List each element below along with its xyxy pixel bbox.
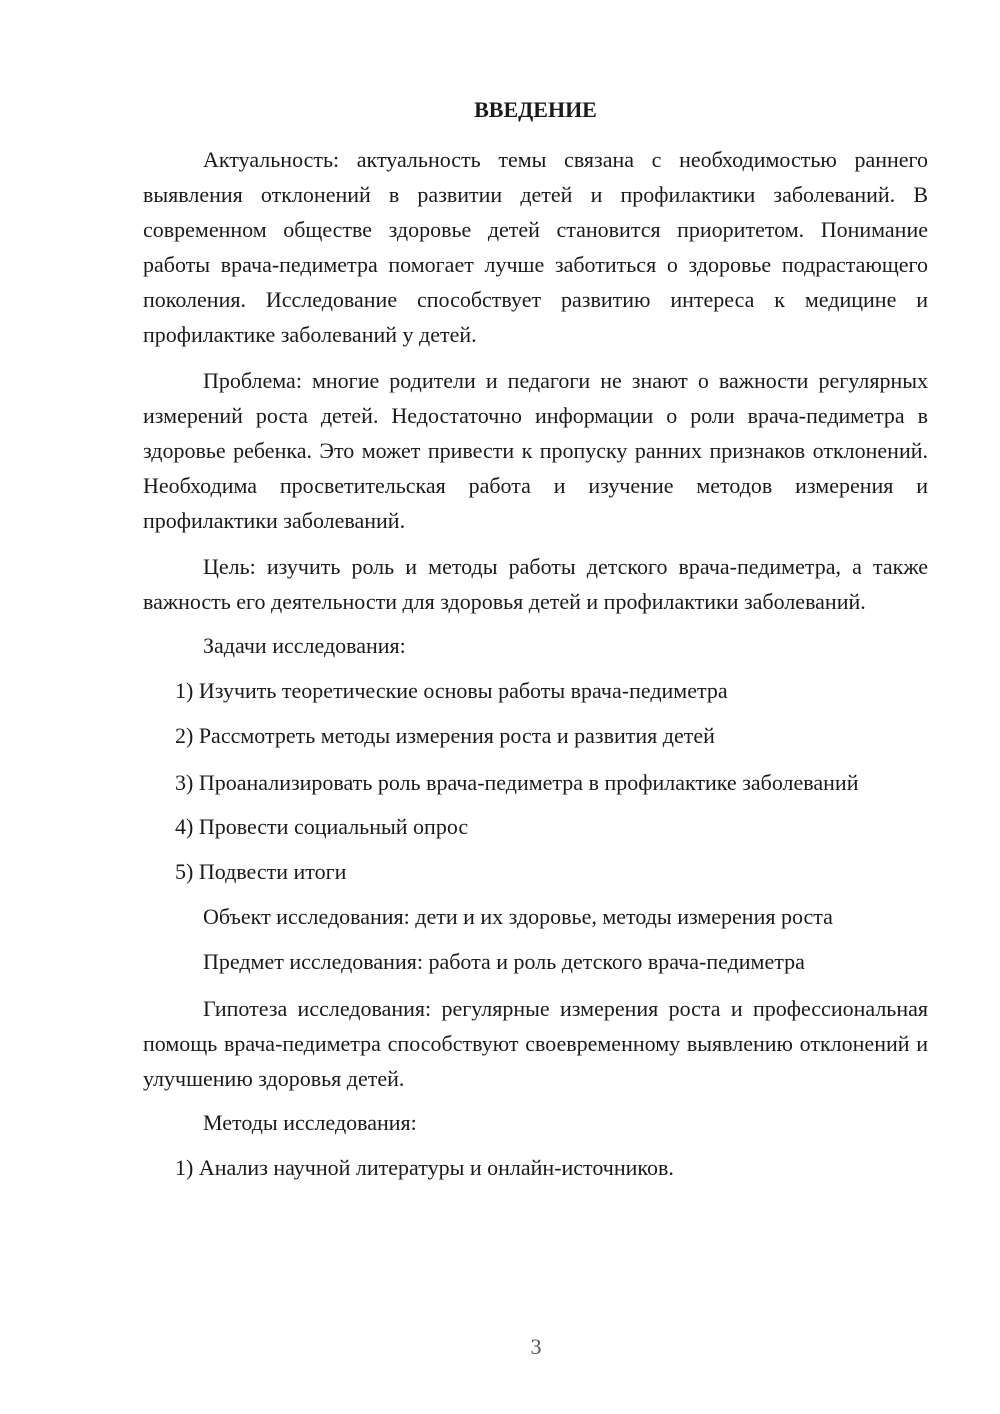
method-item-1: 1) Анализ научной литературы и онлайн-источников.	[175, 1155, 674, 1180]
tasks-title: Задачи исследования:	[203, 633, 406, 658]
task-item-3: 3) Проанализировать роль врача-педиметра в профилактике заболеваний	[175, 770, 859, 795]
hypothesis-paragraph: Гипотеза исследования: регулярные измерения роста и профессиональная помощь врача-педиметра способствуют своевременному выявлению отклонений и улучшению здоровья детей.	[143, 996, 928, 1091]
task-item-2: 2) Рассмотреть методы измерения роста и развития детей	[175, 723, 715, 748]
problem-paragraph: Проблема: многие родители и педагоги не знают о важности регулярных измерений роста детей. Недостаточно информации о роли врача-педиметра в здоровье ребенка. Это может привести к пропуску ранних признаков отклонений. Необходима просветительская работа и изучение методов измерения и профилактики заболеваний.	[143, 368, 928, 533]
object-line: Объект исследования: дети и их здоровье, методы измерения роста	[203, 904, 833, 929]
methods-title: Методы исследования:	[203, 1110, 417, 1135]
task-item-4: 4) Провести социальный опрос	[175, 814, 469, 839]
page-number: 3	[530, 1334, 542, 1359]
task-item-1: 1) Изучить теоретические основы работы врача-педиметра	[175, 678, 728, 703]
relevance-paragraph: Актуальность: актуальность темы связана с необходимостью раннего выявления отклонений в развитии детей и профилактики заболеваний. В современном обществе здоровье детей становится приоритетом. Понимание работы врача-педиметра помогает лучше заботиться о здоровье подрастающего поколения. Исследование способствует развитию интереса к медицине и профилактике заболеваний у детей.	[143, 147, 928, 347]
goal-paragraph: Цель: изучить роль и методы работы детского врача-педиметра, а также важность его деятельности для здоровья детей и профилактики заболеваний.	[143, 554, 928, 614]
task-item-5: 5) Подвести итоги	[175, 859, 347, 884]
subject-line: Предмет исследования: работа и роль детского врача-педиметра	[203, 949, 805, 974]
document-page	[143, 94, 928, 1197]
page-title: ВВЕДЕНИЕ	[474, 97, 597, 122]
